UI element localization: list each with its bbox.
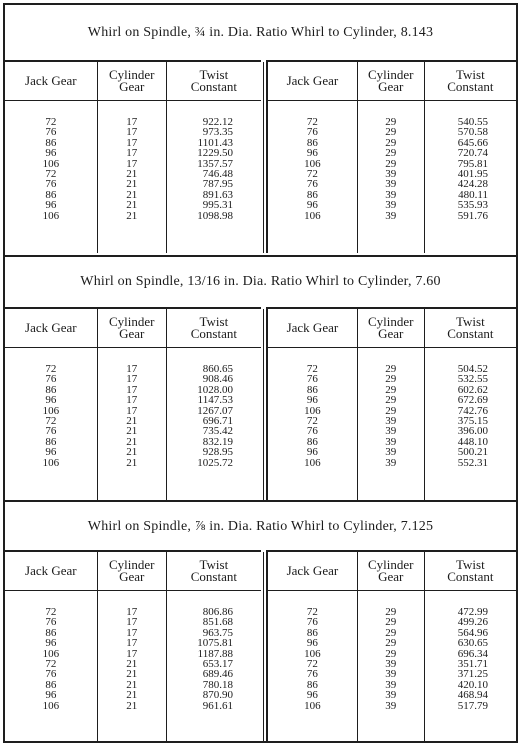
- table-cell: 21: [126, 414, 138, 427]
- table-cell: 1075.81: [197, 637, 233, 650]
- table-cell: 17: [126, 157, 138, 170]
- header-row: [268, 62, 516, 101]
- twist-constant-header: Twist Constant: [166, 62, 261, 101]
- right-table: [266, 307, 516, 500]
- gear-table: [268, 62, 516, 253]
- table-cell: 76: [45, 425, 57, 438]
- gear-table: [5, 552, 261, 743]
- table-cell: 72: [45, 116, 57, 128]
- table-cell: 564.96: [457, 626, 488, 639]
- table-cell: 39: [385, 435, 397, 448]
- cylinder-gear-column: [97, 591, 166, 744]
- body-row: [5, 348, 261, 501]
- table-cell: 420.10: [457, 678, 488, 691]
- table-cell: 39: [385, 414, 397, 427]
- table-cell: 735.42: [202, 425, 233, 438]
- table-cell: 96: [45, 394, 57, 407]
- table-cell: 106: [304, 157, 321, 170]
- table-cell: 746.48: [202, 167, 233, 180]
- table-cell: 96: [306, 394, 318, 407]
- table-cell: 86: [306, 678, 318, 691]
- table-cell: 780.18: [202, 678, 233, 691]
- table-cell: 1147.53: [197, 394, 233, 407]
- table-cell: 742.76: [457, 404, 488, 417]
- table-cell: 504.52: [457, 363, 488, 375]
- section-title: Whirl on Spindle, ¾ in. Dia. Ratio Whirl to Cylinder, 8.143: [87, 25, 434, 40]
- table-cell: 106: [42, 699, 60, 712]
- twist-constant-header: Twist Constant: [166, 309, 261, 348]
- table-section: [5, 255, 516, 500]
- table-cell: 96: [306, 689, 318, 702]
- header-row: [5, 62, 261, 101]
- table-cell: 1187.88: [197, 647, 233, 660]
- table-cell: 396.00: [457, 425, 488, 438]
- section-tables: [5, 550, 516, 743]
- table-cell: 96: [306, 637, 318, 650]
- table-cell: 76: [45, 373, 57, 386]
- table-cell: 76: [306, 425, 318, 438]
- table-cell: 21: [126, 668, 138, 681]
- table-cell: 870.90: [202, 689, 233, 702]
- section-tables: [5, 60, 516, 253]
- table-cell: 17: [126, 126, 138, 139]
- table-cell: 29: [385, 626, 397, 639]
- table-cell: 21: [126, 678, 138, 691]
- table-cell: 696.71: [202, 414, 233, 427]
- table-cell: 720.74: [457, 147, 488, 160]
- table-cell: 86: [45, 435, 57, 448]
- table-cell: 72: [306, 657, 318, 670]
- table-cell: 351.71: [457, 657, 488, 670]
- cylinder-gear-header: Cylinder Gear: [97, 552, 166, 591]
- table-cell: 96: [306, 199, 318, 212]
- jack-gear-header: Jack Gear: [5, 62, 97, 101]
- body-row: [268, 591, 516, 744]
- table-cell: 29: [385, 383, 397, 396]
- table-cell: 29: [385, 404, 397, 417]
- jack-gear-header: Jack Gear: [268, 309, 357, 348]
- table-cell: 17: [126, 363, 138, 375]
- table-cell: 17: [126, 626, 138, 639]
- section-title: Whirl on Spindle, ⅞ in. Dia. Ratio Whirl to Cylinder, 7.125: [87, 519, 434, 534]
- twist-constant-column: [424, 348, 516, 501]
- table-cell: 86: [306, 383, 318, 396]
- twist-constant-column: [166, 591, 261, 744]
- table-cell: 480.11: [458, 188, 488, 201]
- jack-gear-column: [5, 348, 97, 501]
- table-cell: 591.76: [457, 209, 488, 222]
- table-cell: 39: [385, 668, 397, 681]
- table-cell: 29: [385, 637, 397, 650]
- table-cell: 570.58: [457, 126, 488, 139]
- table-cell: 787.95: [202, 178, 233, 191]
- table-cell: 29: [385, 147, 397, 160]
- table-cell: 106: [304, 647, 321, 660]
- table-cell: 17: [126, 116, 138, 128]
- table-cell: 29: [385, 616, 397, 629]
- table-cell: 96: [45, 199, 57, 212]
- table-cell: 72: [45, 414, 57, 427]
- twist-constant-header: Twist Constant: [424, 62, 516, 101]
- table-cell: 96: [306, 446, 318, 459]
- table-cell: 17: [126, 637, 138, 650]
- header-row: [268, 309, 516, 348]
- table-section: [5, 500, 516, 743]
- table-cell: 963.75: [202, 626, 233, 639]
- table-cell: 653.17: [202, 657, 233, 670]
- table-cell: 1028.00: [197, 383, 233, 396]
- twist-constant-header: Twist Constant: [166, 552, 261, 591]
- table-cell: 106: [42, 404, 60, 417]
- twist-constant-header: Twist Constant: [424, 552, 516, 591]
- table-cell: 29: [385, 116, 397, 128]
- table-section: [5, 5, 516, 253]
- table-cell: 1267.07: [197, 404, 233, 417]
- table-cell: 86: [306, 188, 318, 201]
- table-cell: 21: [126, 425, 138, 438]
- jack-gear-column: [5, 591, 97, 744]
- table-cell: 696.34: [457, 647, 488, 660]
- table-cell: 1229.50: [197, 147, 233, 160]
- right-table: [266, 60, 516, 253]
- table-cell: 72: [306, 116, 318, 128]
- table-cell: 86: [45, 383, 57, 396]
- gear-table: [268, 552, 516, 743]
- table-cell: 96: [306, 147, 318, 160]
- table-cell: 375.15: [457, 414, 488, 427]
- table-cell: 891.63: [202, 188, 233, 201]
- table-cell: 602.62: [457, 383, 488, 396]
- table-cell: 86: [306, 435, 318, 448]
- table-cell: 96: [45, 147, 57, 160]
- jack-gear-column: [268, 591, 357, 744]
- jack-gear-column: [268, 101, 357, 254]
- table-cell: 468.94: [457, 689, 488, 702]
- table-cell: 106: [304, 456, 321, 469]
- table-cell: 995.31: [202, 199, 233, 212]
- table-cell: 39: [385, 178, 397, 191]
- table-cell: 552.31: [457, 456, 488, 469]
- table-cell: 448.10: [457, 435, 488, 448]
- table-cell: 72: [45, 657, 57, 670]
- cylinder-gear-header: Cylinder Gear: [97, 62, 166, 101]
- gear-table: [5, 62, 261, 253]
- table-cell: 928.95: [202, 446, 233, 459]
- table-cell: 86: [45, 626, 57, 639]
- cylinder-gear-column: [97, 348, 166, 501]
- table-cell: 532.55: [457, 373, 488, 386]
- table-cell: 922.12: [202, 116, 233, 128]
- table-cell: 29: [385, 126, 397, 139]
- table-cell: 106: [304, 209, 321, 222]
- jack-gear-header: Jack Gear: [5, 309, 97, 348]
- cylinder-gear-header: Cylinder Gear: [97, 309, 166, 348]
- table-cell: 76: [45, 178, 57, 191]
- table-cell: 39: [385, 425, 397, 438]
- jack-gear-column: [268, 348, 357, 501]
- table-cell: 72: [45, 606, 57, 618]
- table-cell: 29: [385, 373, 397, 386]
- table-cell: 21: [126, 699, 138, 712]
- jack-gear-column: [5, 101, 97, 254]
- twist-constant-tables: [3, 3, 518, 743]
- right-table: [266, 550, 516, 743]
- table-cell: 630.65: [457, 637, 488, 650]
- table-cell: 17: [126, 606, 138, 618]
- jack-gear-header: Jack Gear: [5, 552, 97, 591]
- table-cell: 689.46: [202, 668, 233, 681]
- table-cell: 86: [306, 136, 318, 149]
- table-cell: 1101.43: [197, 136, 233, 149]
- table-cell: 1025.72: [197, 456, 233, 469]
- table-cell: 76: [306, 126, 318, 139]
- table-cell: 106: [42, 209, 60, 222]
- table-cell: 21: [126, 199, 138, 212]
- table-cell: 17: [126, 647, 138, 660]
- table-cell: 17: [126, 404, 138, 417]
- table-cell: 1357.57: [197, 157, 233, 170]
- table-cell: 76: [45, 616, 57, 629]
- twist-constant-column: [424, 101, 516, 254]
- table-cell: 86: [306, 626, 318, 639]
- table-cell: 106: [42, 456, 60, 469]
- table-cell: 500.21: [457, 446, 488, 459]
- table-cell: 21: [126, 689, 138, 702]
- table-cell: 76: [306, 616, 318, 629]
- table-cell: 961.61: [202, 699, 233, 712]
- header-row: [268, 552, 516, 591]
- table-cell: 76: [45, 126, 57, 139]
- left-table: [5, 550, 261, 743]
- cylinder-gear-column: [357, 591, 424, 744]
- table-cell: 851.68: [202, 616, 233, 629]
- table-cell: 21: [126, 167, 138, 180]
- table-cell: 76: [306, 178, 318, 191]
- twist-constant-column: [166, 348, 261, 501]
- gear-table: [268, 309, 516, 500]
- table-cell: 832.19: [202, 435, 233, 448]
- table-cell: 39: [385, 699, 397, 712]
- table-cell: 472.99: [457, 606, 488, 618]
- twist-constant-column: [424, 591, 516, 744]
- table-cell: 76: [306, 373, 318, 386]
- table-cell: 29: [385, 647, 397, 660]
- table-cell: 72: [45, 167, 57, 180]
- table-cell: 17: [126, 136, 138, 149]
- table-cell: 39: [385, 188, 397, 201]
- table-cell: 39: [385, 678, 397, 691]
- table-cell: 72: [306, 363, 318, 375]
- table-cell: 535.93: [457, 199, 488, 212]
- table-cell: 21: [126, 446, 138, 459]
- table-cell: 371.25: [457, 668, 488, 681]
- table-cell: 106: [42, 647, 60, 660]
- jack-gear-header: Jack Gear: [268, 62, 357, 101]
- header-row: [5, 309, 261, 348]
- body-row: [5, 101, 261, 254]
- table-cell: 72: [45, 363, 57, 375]
- table-cell: 86: [45, 678, 57, 691]
- header-row: [5, 552, 261, 591]
- table-cell: 72: [306, 414, 318, 427]
- table-cell: 17: [126, 383, 138, 396]
- twist-constant-header: Twist Constant: [424, 309, 516, 348]
- table-cell: 39: [385, 446, 397, 459]
- table-cell: 645.66: [457, 136, 488, 149]
- section-tables: [5, 307, 516, 500]
- table-cell: 39: [385, 199, 397, 212]
- table-cell: 21: [126, 435, 138, 448]
- table-cell: 499.26: [457, 616, 488, 629]
- body-row: [268, 348, 516, 501]
- cylinder-gear-column: [97, 101, 166, 254]
- table-cell: 860.65: [202, 363, 233, 375]
- table-cell: 21: [126, 188, 138, 201]
- table-cell: 517.79: [457, 699, 488, 712]
- table-cell: 39: [385, 689, 397, 702]
- table-cell: 106: [42, 157, 60, 170]
- table-cell: 76: [306, 668, 318, 681]
- body-row: [268, 101, 516, 254]
- table-cell: 76: [45, 668, 57, 681]
- table-cell: 106: [304, 404, 321, 417]
- table-cell: 21: [126, 657, 138, 670]
- gear-table: [5, 309, 261, 500]
- left-table: [5, 307, 261, 500]
- table-cell: 672.69: [457, 394, 488, 407]
- left-table: [5, 60, 261, 253]
- cylinder-gear-header: Cylinder Gear: [357, 552, 424, 591]
- table-cell: 908.46: [202, 373, 233, 386]
- table-cell: 795.81: [457, 157, 488, 170]
- table-cell: 39: [385, 167, 397, 180]
- table-cell: 29: [385, 136, 397, 149]
- table-cell: 540.55: [457, 116, 488, 128]
- table-cell: 86: [45, 136, 57, 149]
- table-cell: 401.95: [457, 167, 488, 180]
- table-cell: 973.35: [202, 126, 233, 139]
- table-cell: 106: [304, 699, 321, 712]
- table-cell: 29: [385, 394, 397, 407]
- table-cell: 29: [385, 606, 397, 618]
- table-cell: 29: [385, 157, 397, 170]
- cylinder-gear-header: Cylinder Gear: [357, 62, 424, 101]
- cylinder-gear-column: [357, 348, 424, 501]
- body-row: [5, 591, 261, 744]
- table-cell: 86: [45, 188, 57, 201]
- table-cell: 96: [45, 689, 57, 702]
- table-cell: 96: [45, 637, 57, 650]
- table-cell: 72: [306, 167, 318, 180]
- table-cell: 39: [385, 657, 397, 670]
- table-cell: 17: [126, 394, 138, 407]
- table-cell: 39: [385, 456, 397, 469]
- section-title: Whirl on Spindle, 13/16 in. Dia. Ratio Whirl to Cylinder, 7.60: [80, 274, 441, 289]
- cylinder-gear-header: Cylinder Gear: [357, 309, 424, 348]
- table-cell: 21: [126, 456, 138, 469]
- table-cell: 21: [126, 209, 138, 222]
- table-cell: 17: [126, 616, 138, 629]
- table-cell: 21: [126, 178, 138, 191]
- table-cell: 806.86: [202, 606, 233, 618]
- table-cell: 39: [385, 209, 397, 222]
- table-cell: 424.28: [457, 178, 488, 191]
- twist-constant-column: [166, 101, 261, 254]
- table-cell: 72: [306, 606, 318, 618]
- table-cell: 1098.98: [197, 209, 233, 222]
- jack-gear-header: Jack Gear: [268, 552, 357, 591]
- table-cell: 17: [126, 373, 138, 386]
- cylinder-gear-column: [357, 101, 424, 254]
- table-cell: 17: [126, 147, 138, 160]
- table-cell: 96: [45, 446, 57, 459]
- table-cell: 29: [385, 363, 397, 375]
